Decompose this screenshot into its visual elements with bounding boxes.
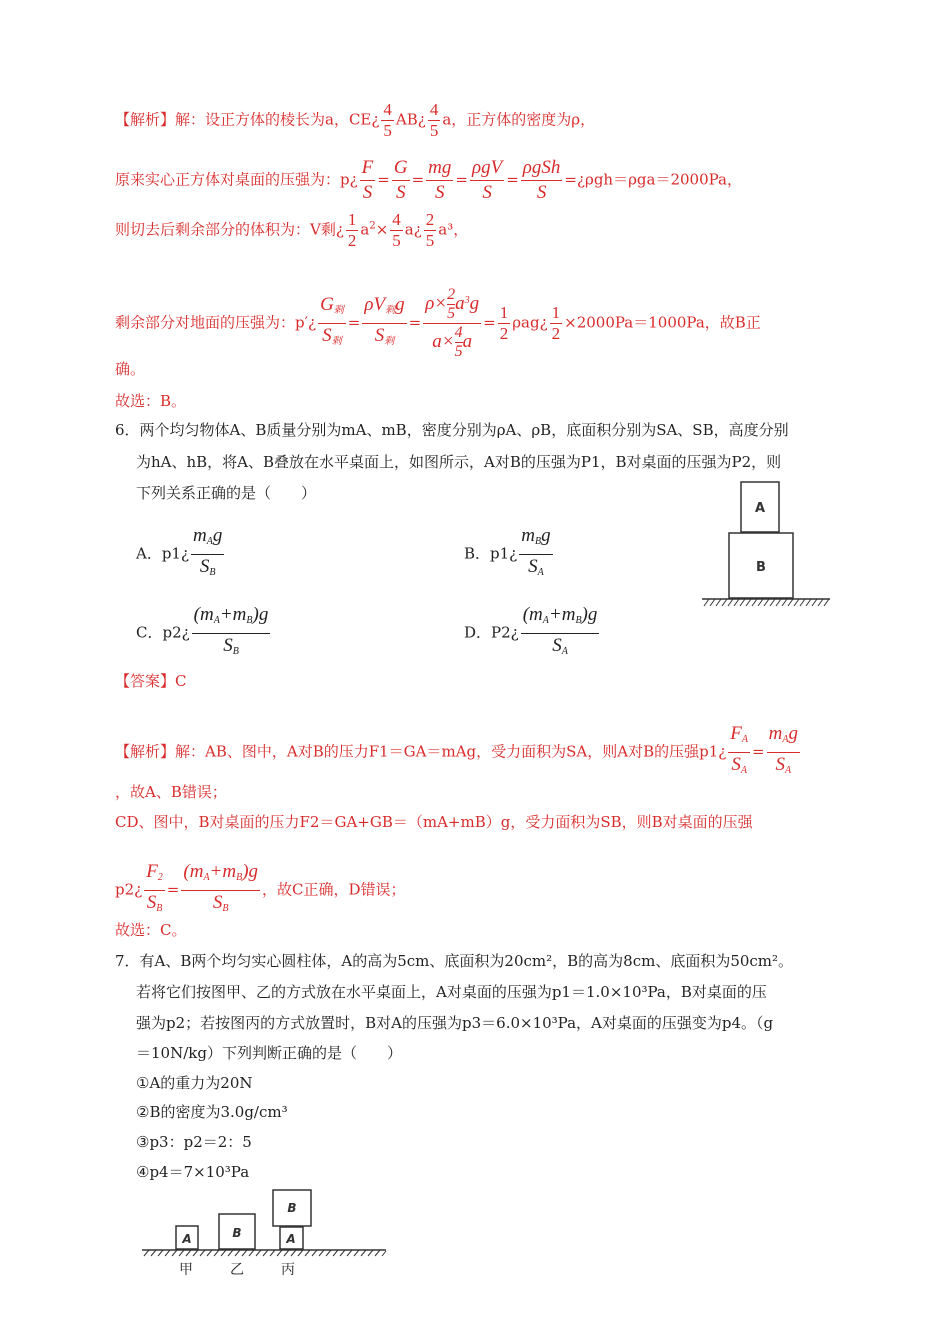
q7-stem-line2: 若将它们按图甲、乙的方式放在水平桌面上，A对桌面的压强为p1＝1.0×10³Pa，B对桌面的压 [136,983,767,1001]
q6-stem-line3: 下列关系正确的是（ ） [136,484,317,502]
q5-analysis-line1: 【解析】解：设正方体的棱长为a，CE¿ $\frac{4}{5}$ AB¿ $\frac{4}{5}$ a，正方体的密度为ρ， [115,100,596,140]
q7-item-1: ①A的重力为20N [136,1074,253,1092]
caption-jia: 甲 [179,1262,193,1278]
q6-choice: 故选：C。 [115,921,187,939]
q5-analysis-line4: 剩余部分对地面的压强为：p′¿ $\frac{G_剩}{S_剩}$ = $\frac{\rho V_剩g}{S_剩}$ = ρ× $\frac{2}{5}$ $a^3g$ a× $\frac{4}{5}$ a = $\frac{1}{2}$ ρag¿ $\frac{1}{2}$ ×2000Pa＝1000Pa，故B正 [115,286,761,360]
q6-stem-line1: 6．两个均匀物体A、B质量分别为mA、mB，密度分别为ρA、ρB，底面积分别为SA、SB，高度分别 [115,421,789,439]
fig-bing-label-b: B [287,1201,297,1215]
fig-jia-label-a: A [182,1232,192,1246]
q6-option-b[interactable]: B．p1¿ $\frac{m_Bg}{S_A}$ [464,525,551,578]
q7-table-hatching [144,1250,386,1256]
q6-stacked-blocks-figure [700,478,835,610]
fig-bing-label-a: A [286,1232,296,1246]
q6-analysis-line2: ，故A、B错误； [115,783,227,801]
caption-bing: 丙 [281,1262,295,1278]
q5-analysis-line5: 确。 [115,360,146,378]
q5-analysis-line2: 原来实心正方体对桌面的压强为：p¿ $\frac{F}{S}$ = $\frac{G}{S}$ = $\frac{mg}{S}$ = $\frac{\text{ρgV}}{S}$ = $\frac{\text{ρgSh}}{S}$ =¿ρgh＝ρga＝2000Pa， [115,157,742,203]
q5-answer: 故选：B。 [115,392,187,410]
caption-yi: 乙 [230,1262,244,1278]
q6-option-c[interactable]: C．p2¿ $\frac{(m_A+m_B)g}{S_B}$ [136,604,269,657]
q6-analysis-line3: CD、图中，B对桌面的压力F2＝GA+GB＝（mA+mB）g，受力面积为SB，则B对桌面的压强 [115,813,753,831]
block-b-label: B [756,560,766,575]
block-a-label: A [754,501,766,516]
q5-analysis-line3: 则切去后剩余部分的体积为：V剩¿ $\frac{1}{2}$ $a^2\times$ $\frac{4}{5}$ a¿ $\frac{2}{5}$ a³， [115,210,469,250]
q6-stem-line2: 为hA、hB，将A、B叠放在水平桌面上，如图所示，A对B的压强为P1，B对桌面的压强为P2，则 [136,453,782,471]
q6-option-a[interactable]: A．p1¿ $\frac{m_Ag}{S_B}$ [136,525,223,578]
q7-stem-line3: 强为p2；若按图丙的方式放置时，B对A的压强为p3＝6.0×10³Pa，A对桌面的压强变为p4。（g [136,1014,774,1032]
fig-yi-label-b: B [232,1226,242,1240]
q6-analysis-line1: 【解析】解：AB、图中，A对B的压力F1＝GA＝mAg，受力面积为SA，则A对B的压强p1¿ $\frac{F_A}{S_A}$ = $\frac{m_Ag}{S_A}$ [115,723,798,776]
q7-item-4: ④p4＝7×10³Pa [136,1163,250,1181]
q7-item-3: ③p3：p2＝2：5 [136,1133,252,1151]
q6-answer: 【答案】C [115,672,187,690]
table-hatching [704,599,829,606]
q6-option-d[interactable]: D．P2¿ $\frac{(m_A+m_B)g}{S_A}$ [464,604,598,657]
q7-item-2: ②B的密度为3.0g/cm³ [136,1103,288,1121]
q7-stem-line4: ＝10N/kg）下列判断正确的是（ ） [136,1044,402,1062]
q7-stem-line1: 7．有A、B两个均匀实心圆柱体，A的高为5cm、底面积为20cm²，B的高为8cm、底面积为50cm²。 [115,952,794,970]
q7-cylinders-figure [140,1186,392,1282]
q6-analysis-line4: p2¿ $\frac{F_2}{S_B}$ = $\frac{(m_A+m_B)g}{S_B}$ ，故C正确，D错误； [115,861,406,914]
